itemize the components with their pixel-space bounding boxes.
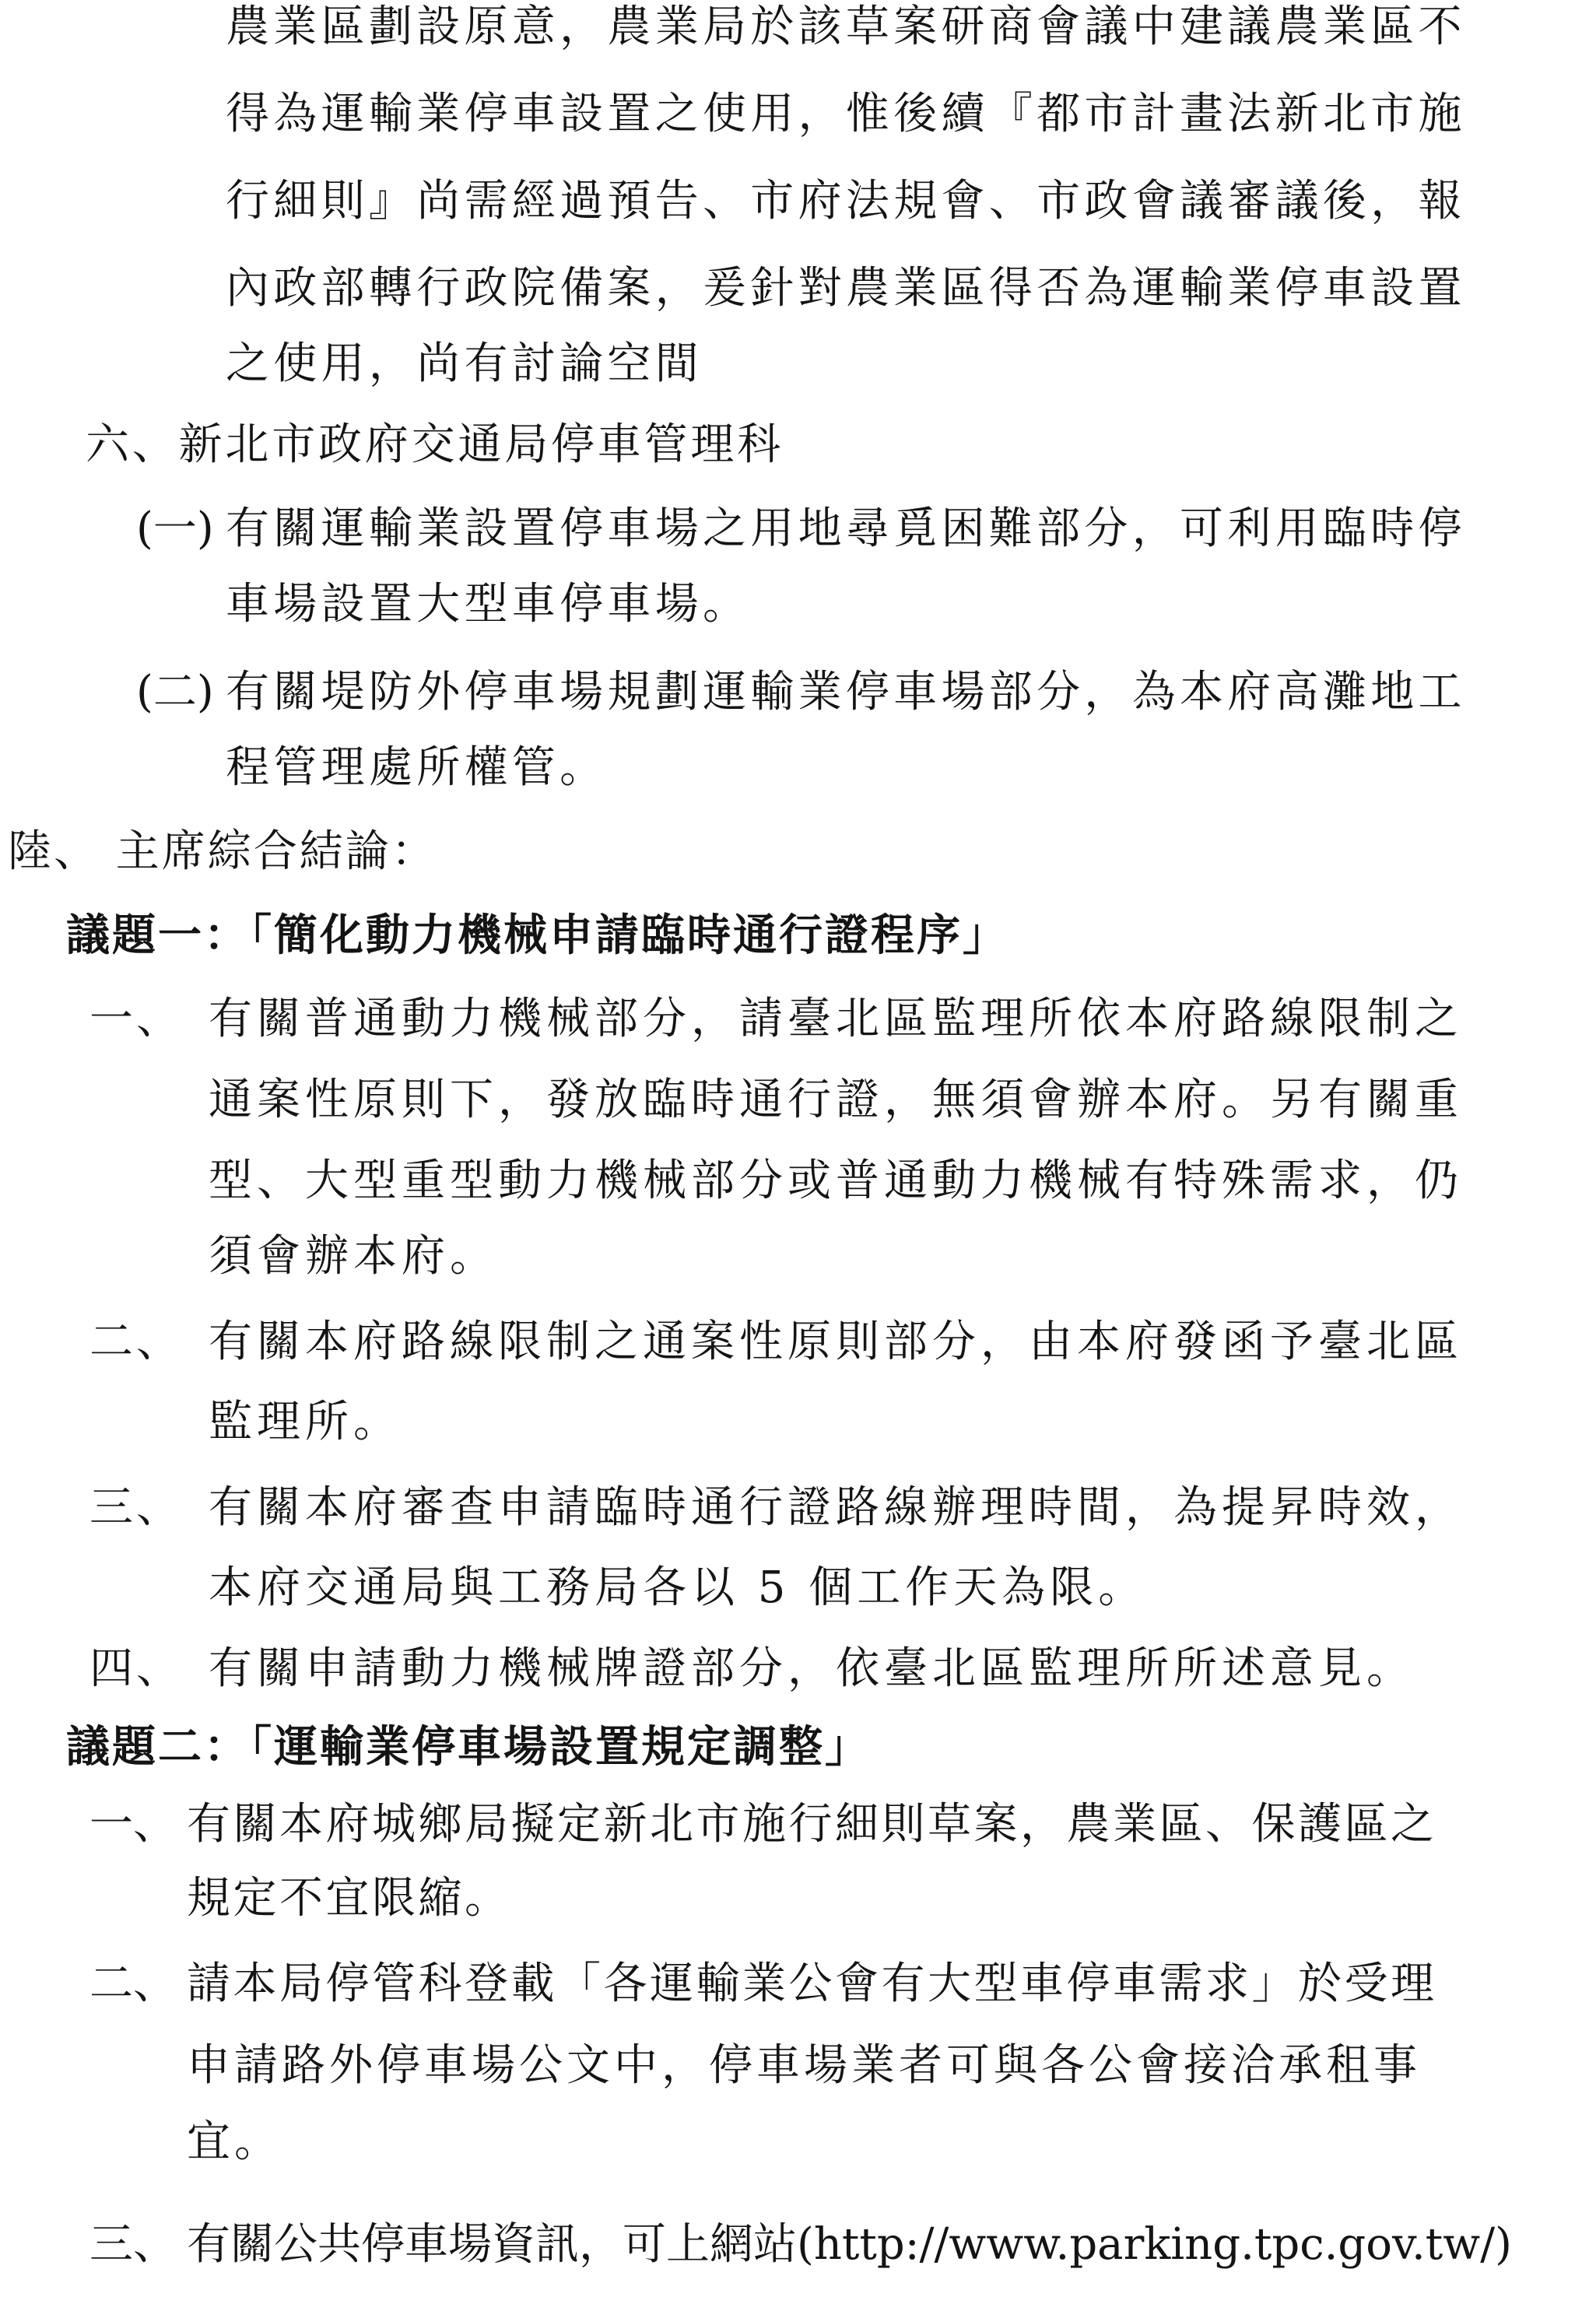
- list-item-marker: 三、: [89, 1482, 183, 1533]
- text-line: 須會辦本府。: [209, 1231, 498, 1282]
- text-line: 型、大型重型動力機械部分或普通動力機械有特殊需求，仍: [209, 1156, 1463, 1206]
- text-line: 有關堤防外停車場規劃運輸業停車場部分，為本府高灘地工: [226, 667, 1466, 717]
- list-item-marker: 三、: [89, 2219, 177, 2270]
- text-line: 得為運輸業停車設置之使用，惟後續『都市計畫法新北市施: [226, 89, 1466, 139]
- text-line: 車場設置大型車停車場。: [226, 579, 751, 629]
- text-line: 申請路外停車場公文中，停車場業者可與各公會接洽承租事: [187, 2040, 1421, 2091]
- text-line: 有關申請動力機械牌證部分，依臺北區監理所所述意見。: [209, 1643, 1415, 1694]
- text-line: 宜。: [187, 2116, 282, 2167]
- text-line: 之使用，尚有討論空間: [226, 338, 703, 389]
- text-line: 有關本府審查申請臨時通行證路線辦理時間，為提昇時效，: [209, 1482, 1463, 1533]
- text-line: 有關本府路線限制之通案性原則部分，由本府發函予臺北區: [209, 1317, 1463, 1367]
- text-line: 有關運輸業設置停車場之用地尋覓困難部分，可利用臨時停: [226, 503, 1466, 554]
- section-heading: 六、新北市政府交通局停車管理科: [86, 419, 784, 470]
- text-line: 內政部轉行政院備案，爰針對農業區得否為運輸業停車設置: [226, 263, 1466, 314]
- list-item-marker: (二): [136, 667, 214, 717]
- list-item-marker: 四、: [89, 1643, 183, 1694]
- list-item-marker: 一、: [89, 994, 183, 1044]
- section-heading: 陸、 主席綜合結論：: [8, 826, 437, 877]
- text-line: 程管理處所權管。: [226, 742, 608, 793]
- list-item-marker: 一、: [89, 1799, 177, 1850]
- text-line: 有關本府城鄉局擬定新北市施行細則草案，農業區、保護區之: [187, 1799, 1437, 1850]
- topic-title: 議題二：「運輸業停車場設置規定調整」: [66, 1721, 871, 1773]
- text-line: 請本局停管科登載「各運輸業公會有大型車停車需求」於受理: [187, 1959, 1437, 2009]
- text-line: 本府交通局與工務局各以 5 個工作天為限。: [209, 1562, 1147, 1613]
- text-line: 通案性原則下，發放臨時通行證，無須會辦本府。另有關重: [209, 1075, 1463, 1125]
- list-item-marker: 二、: [89, 1317, 183, 1367]
- text-line: 有關普通動力機械部分，請臺北區監理所依本府路線限制之: [209, 994, 1463, 1044]
- text-line: 農業區劃設原意，農業局於該草案研商會議中建議農業區不: [226, 2, 1466, 52]
- website-line: 有關公共停車場資訊，可上網站(http://www.parking.tpc.gov.tw/): [187, 2219, 1512, 2270]
- text-line: 規定不宜限縮。: [187, 1873, 511, 1924]
- list-item-marker: (一): [136, 503, 214, 554]
- list-item-marker: 二、: [89, 1959, 177, 2009]
- topic-title: 議題一：「簡化動力機械申請臨時通行證程序」: [66, 910, 1008, 961]
- text-line: 行細則』尚需經過預告、市府法規會、市政會議審議後，報: [226, 176, 1466, 226]
- text-line: 監理所。: [209, 1397, 402, 1447]
